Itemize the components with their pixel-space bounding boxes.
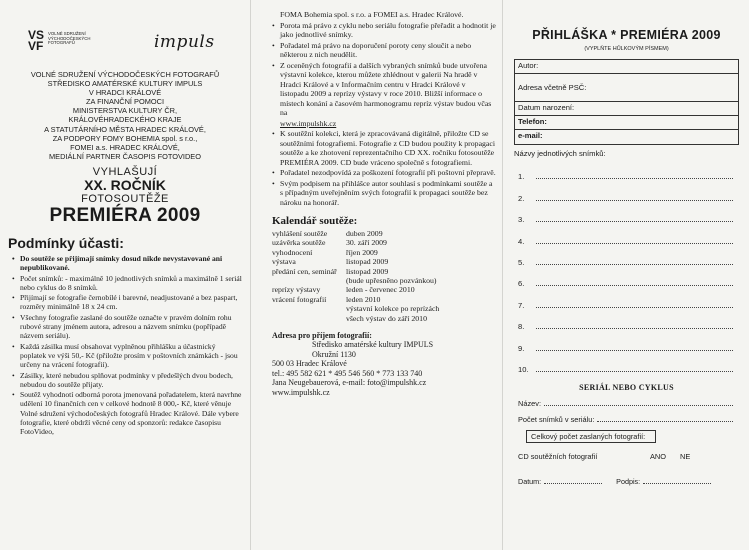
- calendar-date: listopad 2009: [346, 257, 389, 267]
- calendar-date: všech výstav do září 2010: [346, 313, 427, 323]
- form-field[interactable]: Telefon:: [515, 116, 738, 130]
- photo-name-line[interactable]: [514, 224, 739, 245]
- photo-number: 7.: [518, 300, 525, 310]
- calendar-event: [272, 304, 346, 313]
- condition-item: • Zásilky, které nebudou splňovat podmínky v předešlých dvou bodech, nebudou do soutěže přijaty.: [12, 371, 242, 390]
- edition-title: XX. ROČNÍK: [84, 176, 166, 193]
- signature-item[interactable]: [616, 477, 711, 486]
- conditions-title: Podmínky účasti:: [8, 234, 124, 251]
- calendar-row: [272, 285, 496, 294]
- rule-item: • Z oceněných fotografií a dalších vybraných snímků bude utvořena výstavní kolekce, kterou můžete zhlédnout v galerii Na hradě v Hradci Králové a v Informačním centru v Hradci Králové v listopadu 2009 a reprízy výstavy v roce 2010. Bližší informace o místech konání a časovém harmonogramu repríz výstav budou včas na: [272, 61, 496, 118]
- calendar-row: [272, 238, 496, 247]
- serial-count-line[interactable]: [514, 415, 739, 424]
- calendar-date: 30. září 2009: [346, 238, 387, 248]
- photo-name-line[interactable]: [514, 246, 739, 267]
- organizer-line: V HRADCI KRÁLOVÉ: [88, 88, 162, 98]
- form-field[interactable]: e-mail:: [518, 131, 543, 140]
- calendar-event: reprízy výstavy: [272, 285, 321, 295]
- address-line: Středisko amatérské kultury IMPULS: [312, 340, 434, 350]
- cd-label: CD soutěžních fotografií: [518, 451, 598, 461]
- rule-item: • Pořadatel má právo na doporučení poroty ceny sloučit a nebo některou z nich neudělit.: [272, 41, 496, 60]
- serial-title: SERIÁL NEBO CYKLUS: [579, 382, 674, 392]
- rule-item: FOMA Bohemia spol. s r.o. a FOMEI a.s. Hradec Králové.: [280, 10, 464, 19]
- address-line: 500 03 Hradec Králové: [272, 359, 347, 369]
- calendar-row: [272, 304, 496, 313]
- photo-name-line[interactable]: [514, 181, 739, 202]
- announce-word: VYHLAŠUJÍ: [92, 165, 158, 178]
- address-block: [272, 340, 496, 398]
- organizer-line: STŘEDISKO AMATÉRSKÉ KULTURY IMPULS: [47, 79, 203, 89]
- photo-name-line[interactable]: [514, 160, 739, 181]
- vsvf-mark: VS VF: [28, 28, 45, 53]
- calendar-event: vyhodnocení: [272, 247, 313, 257]
- rule-item: • Pořadatel nezodpovídá za poškození fotografií při poštovní přepravě.: [272, 168, 496, 178]
- organizers-block: [8, 70, 242, 161]
- condition-item: • Počet snímků: - maximálně 10 jednotlivých snímků a maximálně 1 seriál nebo cyklus do 8 snímků.: [12, 274, 242, 293]
- website-link[interactable]: www.impulshk.cz: [280, 118, 337, 128]
- address-line: Okružní 1130: [312, 349, 356, 359]
- names-label: Názvy jednotlivých snímků:: [514, 149, 606, 158]
- photo-name-line[interactable]: [514, 203, 739, 224]
- contest-name: PREMIÉRA 2009: [49, 204, 201, 226]
- serial-name-label: Název:: [518, 398, 542, 408]
- serial-count-field[interactable]: [597, 421, 733, 422]
- calendar-date: výstavní kolekce po reprízách: [346, 304, 440, 314]
- rule-item: • K soutěžní kolekci, která je zpracovávaná digitálně, přiložte CD se soutěžními fotografiemi. Fotografie z CD budou použity k propagaci soutěže a ke zhotovení reprezentačního CD XX. ročníku fotosoutěže PREMIÉRA 2009. CD bude vráceno společně s fotografiemi.: [272, 129, 496, 167]
- vsvf-org-text: VOLNÉ SDRUŽENÍ VÝCHODOČESKÝCH FOTOGRAFŮ: [48, 31, 91, 46]
- photo-number: 10.: [518, 364, 529, 374]
- calendar-date: listopad 2009: [346, 266, 389, 276]
- organizer-line: A STATUTÁRNÍHO MĚSTA HRADEC KRÁLOVÉ,: [44, 124, 206, 134]
- calendar-event: [272, 314, 346, 323]
- rule-item: • Svým podpisem na přihlášce autor souhlasí s podmínkami soutěže a s případným uveřejněním svých fotografií k propagaci soutěže bez nároku na honorář.: [272, 179, 496, 208]
- calendar-date: říjen 2009: [346, 247, 378, 257]
- serial-count-label: Počet snímků v seriálu:: [518, 414, 595, 424]
- photo-name-line[interactable]: [514, 331, 739, 352]
- photo-name-field[interactable]: [536, 200, 733, 201]
- calendar-row: [272, 229, 496, 238]
- calendar-row: [272, 257, 496, 266]
- calendar-event: vrácení fotografií: [272, 294, 327, 304]
- column-rules: [250, 0, 502, 550]
- photo-name-field[interactable]: [536, 307, 733, 308]
- signature-label: Podpis:: [616, 476, 641, 486]
- calendar-row: [272, 248, 496, 257]
- calendar-title: Kalendář soutěže:: [272, 215, 358, 227]
- form-subtitle: (VYPLŇTE HŮLKOVÝM PÍSMEM): [584, 46, 669, 52]
- contest-word: FOTOSOUTĚŽE: [81, 192, 169, 205]
- condition-item: • Soutěž vyhodnotí odborná porota jmenovaná pořadatelem, která navrhne udělení 10 finančních cen v celkové hodnotě 8 000,- Kč, které věnuje Volné sdružení východočeských fotografů Hradec Králové. Dále vybere fotografie, které obdrží věcné ceny od sponzorů: redakce časopisu FotoVideo,: [12, 390, 242, 436]
- date-item[interactable]: [518, 477, 602, 486]
- photo-name-field[interactable]: [536, 285, 733, 286]
- photo-number: 9.: [518, 343, 525, 353]
- photo-name-field[interactable]: [536, 221, 733, 222]
- cd-yes-option[interactable]: ANO: [650, 451, 667, 461]
- calendar-table: [272, 229, 496, 323]
- date-field[interactable]: [544, 483, 602, 484]
- calendar-event: předání cen, seminář: [272, 266, 337, 276]
- calendar-event: vyhlášení soutěže: [272, 229, 328, 238]
- serial-name-line[interactable]: [514, 399, 739, 408]
- photo-number: 6.: [518, 279, 525, 289]
- calendar-row: [272, 295, 496, 304]
- condition-item: • Přijímají se fotografie černobílé i barevné, neadjustované a bez paspart, rozměry minimálně 18 x 24 cm.: [12, 293, 242, 312]
- signature-row: [514, 477, 739, 486]
- address-line: www.impulshk.cz: [272, 388, 330, 398]
- organizer-line: KRÁLOVÉHRADECKÉHO KRAJE: [68, 115, 182, 125]
- organizer-line: ZA FINANČNÍ POMOCI: [85, 97, 165, 107]
- calendar-row: [272, 276, 496, 285]
- form-title: PŘIHLÁŠKA * PREMIÉRA 2009: [532, 28, 721, 42]
- photo-name-field[interactable]: [536, 350, 733, 351]
- impuls-logo: impuls: [154, 32, 215, 52]
- address-line: Jana Neugebauerová, e-mail: foto@impulshk.cz: [272, 378, 427, 388]
- organizer-line: VOLNÉ SDRUŽENÍ VÝCHODOČESKÝCH FOTOGRAFŮ: [30, 70, 220, 79]
- photo-name-field[interactable]: [536, 371, 733, 372]
- photo-number: 3.: [518, 215, 525, 225]
- photo-name-line[interactable]: [514, 310, 739, 331]
- form-field[interactable]: Autor:: [515, 60, 738, 74]
- form-field[interactable]: Datum narození:: [515, 102, 738, 116]
- calendar-event: uzávěrka soutěže: [272, 238, 326, 248]
- total-photos-box[interactable]: Celkový počet zaslaných fotografií:: [526, 430, 656, 443]
- calendar-row: [272, 314, 496, 323]
- column-announcement: [0, 0, 250, 550]
- date-label: Datum:: [518, 476, 542, 486]
- rules-list: [272, 10, 496, 207]
- photo-name-line[interactable]: [514, 288, 739, 309]
- condition-item: • Každá zásilka musí obsahovat vyplněnou přihlášku a účastnický poplatek ve výši 50,- Kč (přiložte prosím v poštovních známkách - jsou určeny na vrácení fotografií).: [12, 342, 242, 370]
- photo-name-field[interactable]: [536, 243, 733, 244]
- cd-no-option[interactable]: NE: [680, 451, 691, 461]
- photo-number: 5.: [518, 257, 525, 267]
- vsvf-logo: [28, 30, 128, 66]
- author-fields: [514, 59, 739, 145]
- photo-number: 4.: [518, 236, 525, 246]
- photo-name-line[interactable]: [514, 353, 739, 374]
- calendar-event: [272, 276, 346, 285]
- cd-row: [514, 452, 739, 461]
- photo-number: 8.: [518, 322, 525, 332]
- column-form: [502, 0, 749, 550]
- address-line: tel.: 495 582 621 * 495 546 560 * 773 133 740: [272, 368, 423, 378]
- logo-row: [8, 30, 242, 66]
- rule-item: • Porota má právo z cyklu nebo seriálu fotografie přeřadit a hodnotit je jako jednotlivé snímky.: [272, 21, 496, 40]
- organizer-line: ZA PODPORY FOMY BOHEMIA spol. s r.o.,: [52, 133, 198, 143]
- organizer-line: MINISTERSTVA KULTURY ČR,: [72, 106, 178, 116]
- organizer-line: FOMEI a.s. HRADEC KRÁLOVÉ,: [70, 142, 180, 152]
- photo-name-field[interactable]: [536, 328, 733, 329]
- form-field[interactable]: Adresa včetně PSČ:: [515, 74, 738, 102]
- photo-name-field[interactable]: [536, 264, 733, 265]
- calendar-date: (bude upřesněno pozvánkou): [346, 276, 437, 286]
- calendar-row: [272, 267, 496, 276]
- photo-number: 1.: [518, 172, 525, 182]
- photo-name-line[interactable]: [514, 267, 739, 288]
- photo-number: 2.: [518, 193, 525, 203]
- condition-item: • Všechny fotografie zaslané do soutěže označte v pravém dolním rohu rubové strany jménem autora, adresou a názvem snímku (popřípadě názvem seriálu).: [12, 313, 242, 341]
- conditions-list: [8, 254, 242, 437]
- calendar-event: výstava: [272, 257, 296, 267]
- organizer-line: MEDIÁLNÍ PARTNER ČASOPIS FOTOVIDEO: [49, 151, 201, 161]
- calendar-date: duben 2009: [346, 229, 383, 238]
- signature-field[interactable]: [643, 483, 711, 484]
- condition-item: • Do soutěže se přijímají snímky dosud nikde nevystavované ani nepublikované.: [12, 254, 242, 273]
- address-title: Adresa pro příjem fotografií:: [272, 331, 372, 341]
- serial-name-field[interactable]: [544, 405, 733, 406]
- calendar-date: leden 2010: [346, 294, 381, 304]
- names-lines: [514, 160, 739, 374]
- calendar-date: leden - červenec 2010: [346, 285, 415, 295]
- photo-name-field[interactable]: [536, 178, 733, 179]
